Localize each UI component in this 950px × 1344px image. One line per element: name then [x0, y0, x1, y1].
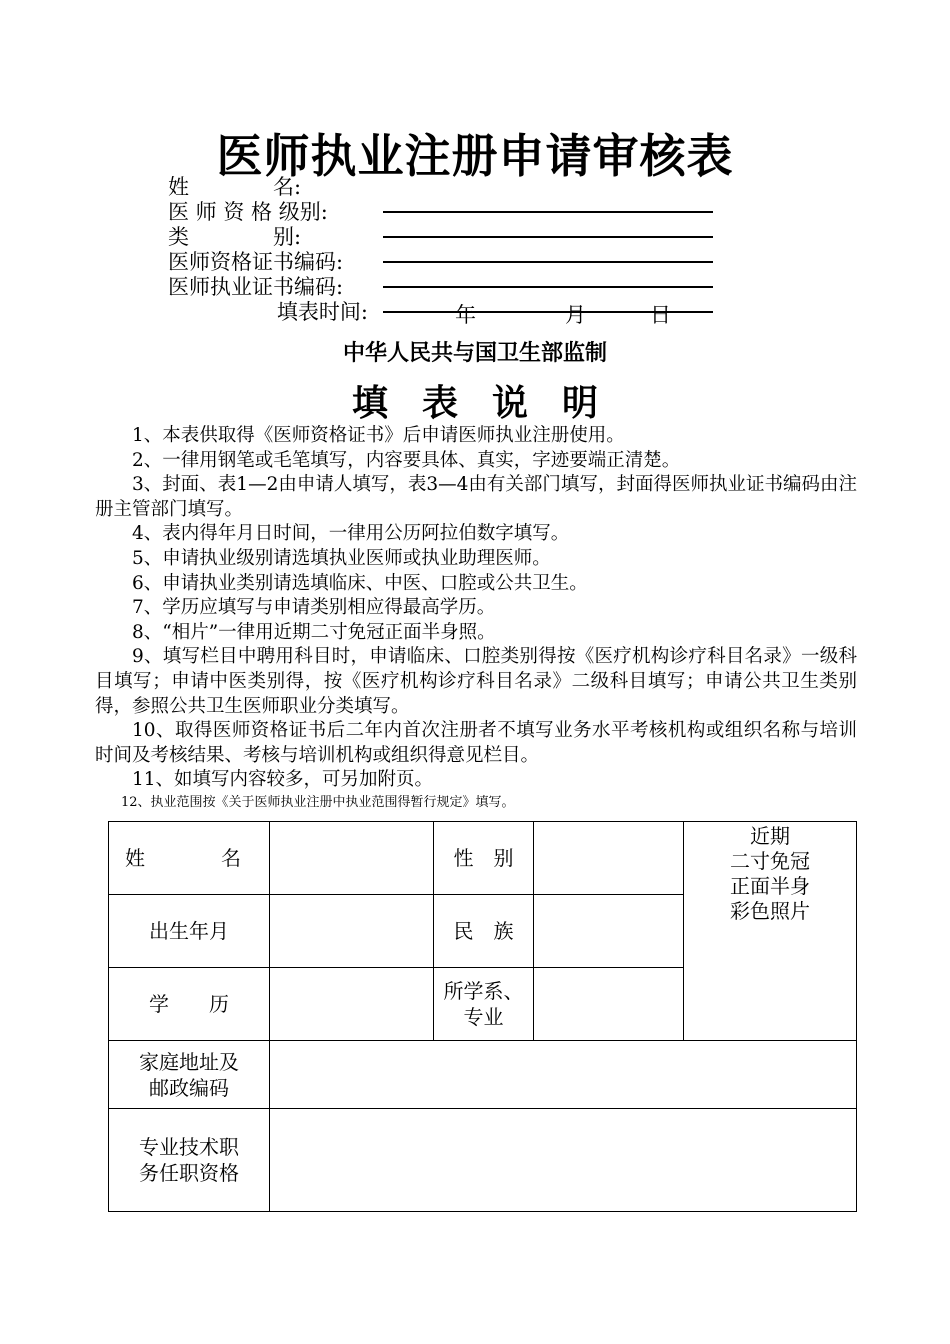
photo-text-1: 近期: [750, 824, 790, 848]
instruction-item: 8、“相片”一律用近期二寸免冠正面半身照。: [132, 621, 496, 643]
date-month: 月: [565, 303, 586, 327]
ethnicity-label: 民 族: [434, 895, 534, 968]
cover-date-label: [170, 300, 368, 325]
instruction-item: 9、填写栏目中聘用科目时，申请临床、口腔类别得按《医疗机构诊疗科目名录》一级科目填写；申请中医类别得，按《医疗机构诊疗科目名录》二级科目填写；申请公共卫生类别得，参照公共卫生医师职业分类填写。: [95, 646, 857, 717]
cover-name-label: [168, 175, 368, 200]
cover-practice-cert-label: [168, 275, 368, 300]
major-label-line-1: 所学系、: [443, 979, 524, 1003]
cover-level-line[interactable]: [383, 211, 713, 213]
major-cell[interactable]: [534, 968, 684, 1041]
education-cell[interactable]: [270, 968, 434, 1041]
title-label-line-1: 专业技术职: [139, 1135, 239, 1159]
cover-practice-cert-text: 医师执业证书编码:: [168, 275, 344, 299]
photo-box[interactable]: [684, 822, 857, 1041]
photo-text-4: 彩色照片: [730, 899, 810, 923]
cover-date-text: 填表时间:: [276, 300, 368, 324]
cover-level-text: 医 师 资 格 级别:: [168, 200, 328, 224]
photo-text-3: 正面半身: [730, 874, 810, 898]
instruction-item: 6、申请执业类别请选填临床、中医、口腔或公共卫生。: [132, 572, 588, 594]
cover-category-text: 类 别:: [168, 225, 302, 249]
date-day: 日: [650, 303, 671, 327]
photo-text-2: 二寸免冠: [730, 849, 810, 873]
instruction-item: 12、执业范围按《关于医师执业注册中执业范围得暂行规定》填写。: [121, 794, 515, 810]
instruction-item: 10、取得医师资格证书后二年内首次注册者不填写业务水平考核机构或组织名称与培训时间及考核结果、考核与培训机构或组织得意见栏目。: [95, 720, 857, 766]
gender-cell[interactable]: [534, 822, 684, 895]
ethnicity-cell[interactable]: [534, 895, 684, 968]
instruction-item: 7、学历应填写与申请类别相应得最高学历。: [132, 597, 496, 619]
instructions-title: 填表说明: [351, 382, 632, 424]
instruction-item: 11、如填写内容较多，可另加附页。: [132, 769, 434, 791]
birth-label: 出生年月: [109, 895, 270, 968]
applicant-info-table: [108, 821, 857, 1212]
address-label-line-2: 邮政编码: [149, 1075, 229, 1100]
cover-qual-cert-line[interactable]: [383, 261, 713, 263]
cover-category-line[interactable]: [383, 236, 713, 238]
instruction-item: 1、本表供取得《医师资格证书》后申请医师执业注册使用。: [132, 425, 625, 446]
instruction-item: 3、封面、表1—2由申请人填写，表3—4由有关部门填写，封面得医师执业证书编码由注册主管部门填写。: [95, 474, 857, 520]
instruction-item: 4、表内得年月日时间，一律用公历阿拉伯数字填写。: [132, 523, 570, 545]
name-label: 姓 名: [109, 822, 270, 895]
title-label: [109, 1109, 270, 1212]
education-label: 学 历: [109, 968, 270, 1041]
birth-cell[interactable]: [270, 895, 434, 968]
address-cell[interactable]: [270, 1041, 857, 1109]
major-label-line-2: 专业: [463, 1005, 504, 1029]
title-label-line-2: 务任职资格: [139, 1161, 239, 1185]
cover-practice-cert-line[interactable]: [383, 286, 713, 288]
instruction-item: 5、申请执业级别请选填执业医师或执业助理医师。: [132, 547, 551, 569]
supervisor-text: 中华人民共与国卫生部监制: [342, 340, 607, 366]
form-title: 医师执业注册申请审核表: [216, 129, 734, 183]
address-label: [109, 1041, 270, 1109]
address-label-line-1: 家庭地址及: [139, 1049, 239, 1074]
title-cell[interactable]: [270, 1109, 857, 1212]
date-year: 年: [455, 303, 476, 327]
cover-name-text: 姓 名:: [168, 175, 302, 199]
major-label: [434, 968, 534, 1041]
gender-label: 性 别: [434, 822, 534, 895]
cover-qual-cert-label: [168, 250, 368, 275]
name-cell[interactable]: [270, 822, 434, 895]
cover-qual-cert-text: 医师资格证书编码:: [168, 250, 344, 274]
cover-level-label: [168, 200, 368, 225]
instructions-list: [95, 424, 857, 813]
instruction-item: 2、一律用钢笔或毛笔填写，内容要具体、真实，字迹要端正清楚。: [132, 449, 681, 471]
cover-category-label: [168, 225, 368, 250]
